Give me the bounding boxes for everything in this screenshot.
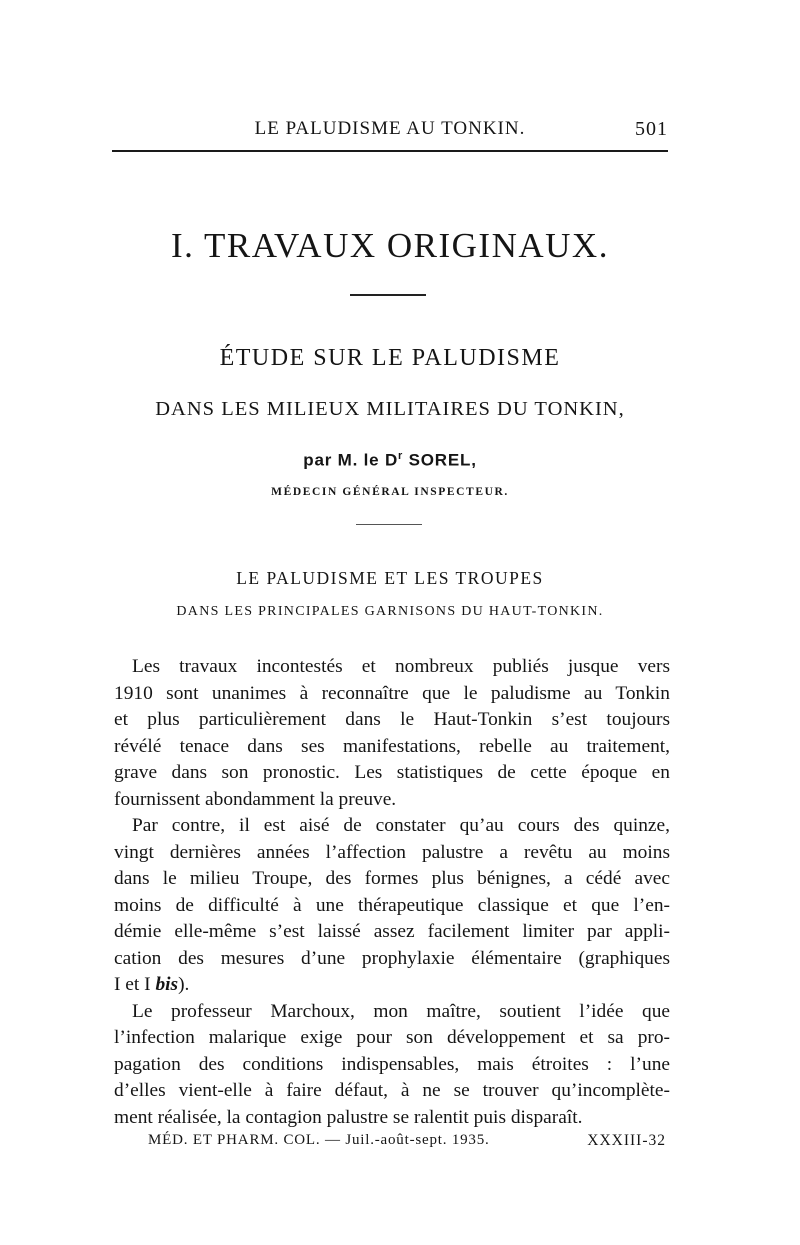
footer-signature: XXXIII-32 — [587, 1132, 666, 1149]
body-line: démie elle-même s’est laissé assez facilement limiter par appli- — [114, 921, 670, 942]
body-line: vingt dernières années l’affection palustre a revêtu au moins — [114, 841, 670, 863]
body-line-with-emphasis — [114, 972, 670, 999]
author-sup: r — [398, 450, 404, 462]
body-emphasis: bis — [155, 974, 179, 995]
body-line: Le professeur Marchoux, mon maître, soutient l’idée que — [132, 1000, 670, 1022]
running-head — [112, 118, 668, 144]
footer-journal: MÉD. ET PHARM. COL. — Juil.-août-sept. 1935. — [148, 1132, 490, 1148]
body-line: et plus particulièrement dans le Haut-Tonkin s’est toujours — [114, 709, 670, 730]
body-line: fournissent abondamment la preuve. — [114, 788, 397, 810]
body-line: cation des mesures d’une prophylaxie élémentaire (graphiques — [114, 947, 670, 969]
section-rule — [350, 294, 426, 296]
body-text — [114, 654, 670, 1131]
body-line: l’infection malarique exige pour son développement et sa pro- — [114, 1027, 670, 1048]
body-line: d’elles vient-elle à faire défaut, à ne se trouver qu’incomplète- — [114, 1080, 670, 1101]
subsection-title-line-1: LE PALUDISME ET LES TROUPES — [236, 568, 544, 588]
page-number: 501 — [635, 118, 668, 140]
author-name: SOREL, — [403, 450, 477, 470]
author-byline — [112, 450, 668, 471]
page-footer — [112, 1132, 668, 1156]
body-line: pagation des conditions indispensables, mais étroites : l’une — [114, 1053, 670, 1075]
body-line: Les travaux incontestés et nombreux publiés jusque vers — [132, 656, 670, 677]
body-line: dans le milieu Troupe, des formes plus bénignes, a cédé avec — [114, 868, 670, 889]
body-line: 1910 sont unanimes à reconnaître que le paludisme au Tonkin — [114, 682, 670, 704]
body-line: Par contre, il est aisé de constater qu’au cours des quinze, — [132, 815, 670, 836]
author-title: MÉDECIN GÉNÉRAL INSPECTEUR. — [271, 486, 509, 498]
body-line: grave dans son pronostic. Les statistiques de cette époque en — [114, 762, 670, 783]
running-title: LE PALUDISME AU TONKIN. — [254, 118, 526, 139]
subsection-title-line-2: DANS LES PRINCIPALES GARNISONS DU HAUT-TONKIN. — [176, 604, 604, 619]
section-title: I. TRAVAUX ORIGINAUX. — [171, 226, 609, 265]
body-line: moins de difficulté à une thérapeutique classique et que l’en- — [114, 894, 670, 916]
article-title-line-1: ÉTUDE SUR LE PALUDISME — [219, 345, 561, 371]
body-line: révélé tenace dans ses manifestations, rebelle au traitement, — [114, 735, 670, 757]
body-line: ment réalisée, la contagion palustre se ralentit puis disparaît. — [114, 1106, 583, 1128]
article-title-line-2: DANS LES MILIEUX MILITAIRES DU TONKIN, — [155, 398, 625, 420]
header-rule — [112, 150, 668, 152]
body-line-text: I et I — [114, 974, 156, 995]
author-rule — [356, 524, 422, 525]
body-line-suffix: ). — [178, 974, 190, 995]
author-prefix: par M. le D — [303, 450, 399, 470]
